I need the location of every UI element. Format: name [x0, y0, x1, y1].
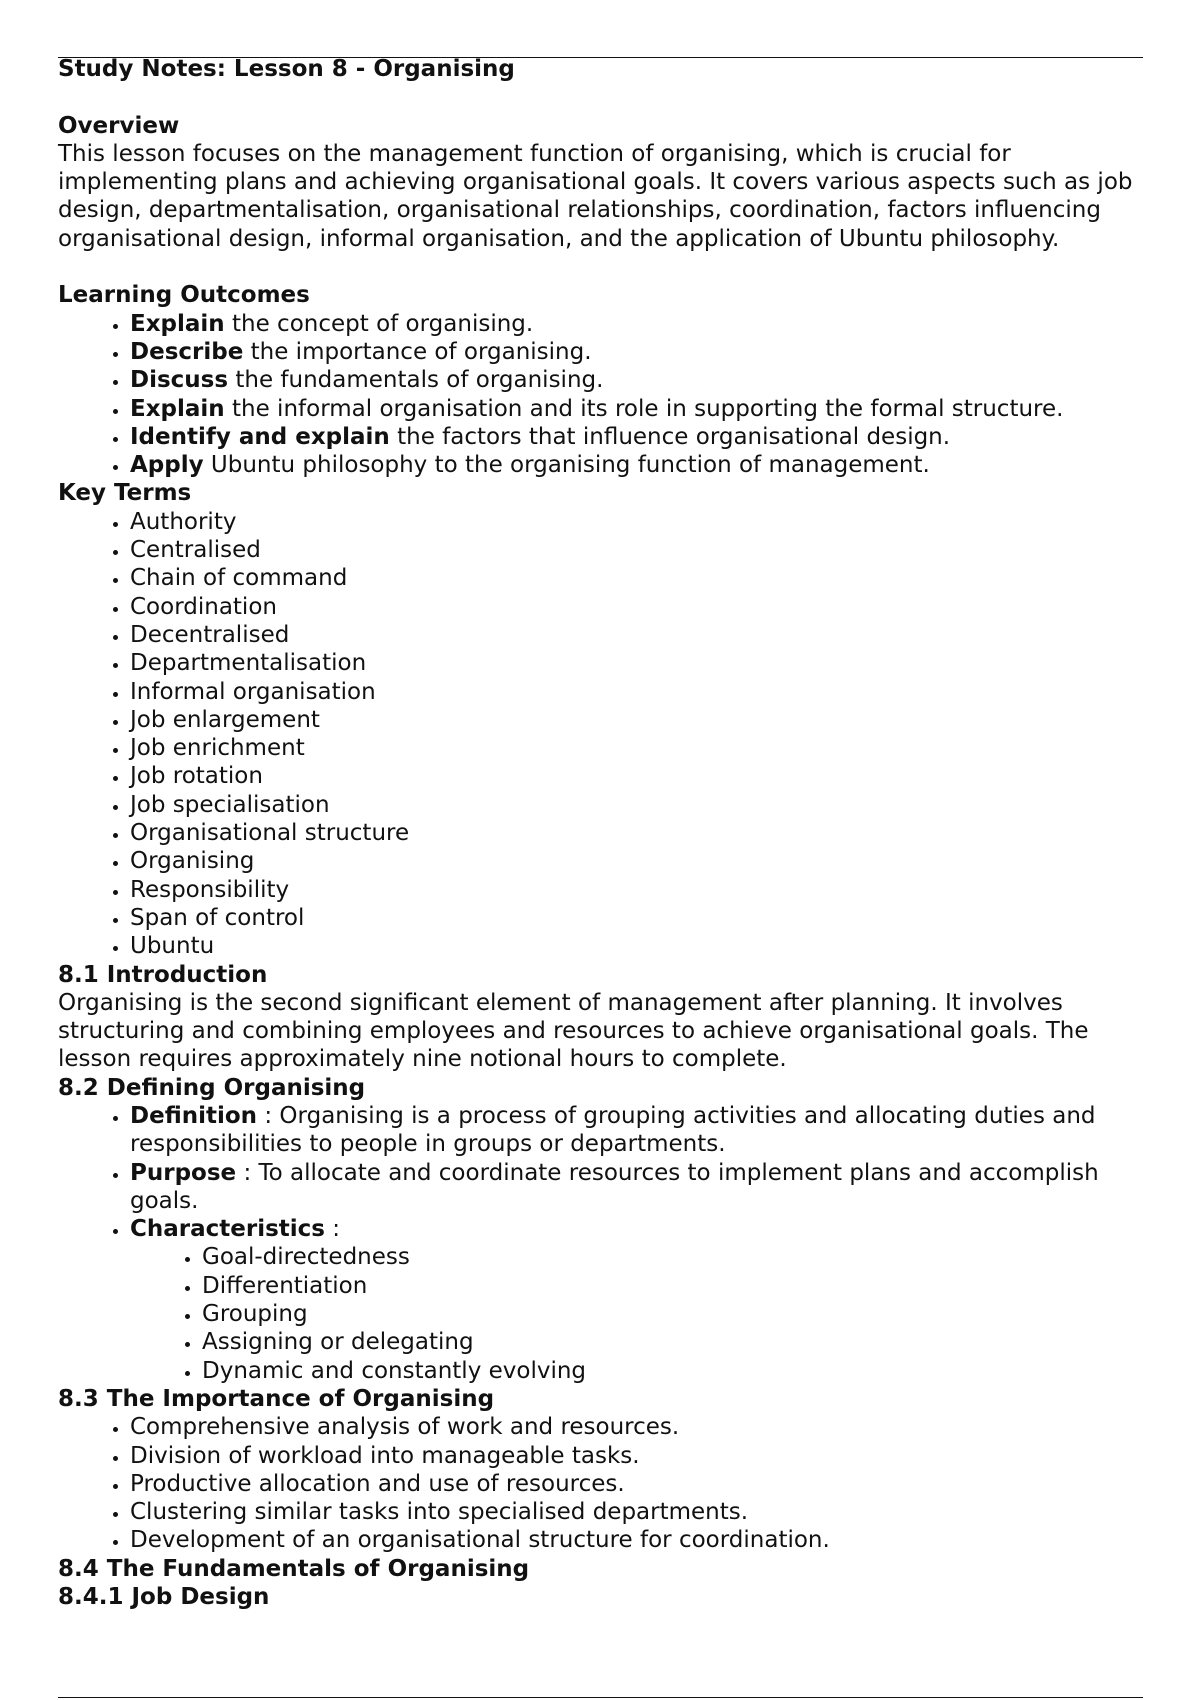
defining-organising-heading: 8.2 Defining Organising — [58, 1074, 366, 1101]
key-term: • Informal organisation — [130, 678, 1148, 706]
key-terms-heading: Key Terms — [58, 480, 192, 507]
importance-heading: 8.3 The Importance of Organising — [58, 1385, 495, 1412]
defining-organising-list — [58, 1102, 1148, 1385]
overview-section — [58, 112, 1148, 253]
outcome-verb: Apply — [130, 452, 204, 479]
list-item — [130, 395, 1148, 423]
purpose-label: Purpose — [130, 1159, 237, 1186]
fundamentals-section — [58, 1555, 1148, 1612]
outcome-text: the fundamentals of organising. — [228, 367, 604, 394]
list-item — [130, 1159, 1148, 1216]
characteristic-item: • Dynamic and constantly evolving — [202, 1357, 1148, 1385]
key-term: • Job rotation — [130, 762, 1148, 790]
outcome-verb: Describe — [130, 338, 244, 365]
defining-organising-section — [58, 1074, 1148, 1385]
key-term: • Responsibility — [130, 876, 1148, 904]
key-term: • Job enlargement — [130, 706, 1148, 734]
characteristic-item: • Differentiation — [202, 1272, 1148, 1300]
key-term: • Organisational structure — [130, 819, 1148, 847]
key-term: • Coordination — [130, 593, 1148, 621]
outcome-text: the importance of organising. — [243, 338, 592, 365]
overview-heading: Overview — [58, 112, 180, 139]
list-item — [130, 451, 1148, 479]
key-terms-section — [58, 479, 1148, 960]
key-term: • Span of control — [130, 904, 1148, 932]
learning-outcomes-heading: Learning Outcomes — [58, 282, 310, 309]
list-item — [130, 310, 1148, 338]
outcome-text: the concept of organising. — [224, 310, 534, 337]
importance-list — [58, 1413, 1148, 1554]
characteristics-colon: : — [324, 1216, 341, 1243]
list-item: • Comprehensive analysis of work and resources. — [130, 1413, 1148, 1441]
key-term: • Job specialisation — [130, 791, 1148, 819]
characteristic-item: • Goal-directedness — [202, 1243, 1148, 1271]
spacer — [58, 253, 1148, 281]
outcome-text: Ubuntu philosophy to the organising function of management. — [203, 452, 930, 479]
characteristic-item: • Grouping — [202, 1300, 1148, 1328]
key-term: • Ubuntu — [130, 932, 1148, 960]
outcome-verb: Discuss — [130, 367, 229, 394]
importance-section — [58, 1385, 1148, 1555]
learning-outcomes-section — [58, 281, 1148, 479]
introduction-heading: 8.1 Introduction — [58, 961, 268, 988]
key-term: • Chain of command — [130, 564, 1148, 592]
list-item — [130, 1102, 1148, 1159]
list-item — [130, 366, 1148, 394]
key-terms-list — [58, 508, 1148, 961]
characteristics-list — [130, 1243, 1148, 1384]
outcome-verb: Identify and explain — [130, 423, 390, 450]
definition-text: : Organising is a process of grouping activities and allocating duties and responsibilities to people in groups or departments. — [130, 1102, 1096, 1158]
characteristics-label: Characteristics — [130, 1216, 325, 1243]
introduction-section — [58, 961, 1148, 1074]
list-item — [130, 1215, 1148, 1385]
list-item: • Clustering similar tasks into specialised departments. — [130, 1498, 1148, 1526]
key-term: • Organising — [130, 847, 1148, 875]
job-design-heading: 8.4.1 Job Design — [58, 1584, 270, 1611]
bottom-rule — [58, 1697, 1143, 1698]
spacer — [58, 83, 1148, 111]
document-body — [58, 55, 1148, 1611]
definition-label: Definition — [130, 1102, 258, 1129]
learning-outcomes-list — [58, 310, 1148, 480]
outcome-text: the factors that influence organisational design. — [389, 423, 951, 450]
list-item — [130, 423, 1148, 451]
outcome-text: the informal organisation and its role in supporting the formal structure. — [224, 395, 1064, 422]
key-term: • Decentralised — [130, 621, 1148, 649]
key-term: • Departmentalisation — [130, 649, 1148, 677]
purpose-text: : To allocate and coordinate resources to implement plans and accomplish goals. — [130, 1159, 1099, 1214]
overview-text: This lesson focuses on the management function of organising, which is crucial for implementing plans and achieving organisational goals. It covers various aspects such as job design, departmentalisation, organisational relationships, coordination, factors influencing organisational design, informal organisation, and the application of Ubuntu philosophy. — [58, 140, 1133, 252]
list-item: • Development of an organisational structure for coordination. — [130, 1526, 1148, 1554]
fundamentals-heading: 8.4 The Fundamentals of Organising — [58, 1555, 530, 1582]
outcome-verb: Explain — [130, 310, 225, 337]
list-item: • Division of workload into manageable tasks. — [130, 1442, 1148, 1470]
introduction-text: Organising is the second significant element of management after planning. It involves structuring and combining employees and resources to achieve organisational goals. The lesson requires approximately nine notional hours to complete. — [58, 989, 1089, 1073]
key-term: • Authority — [130, 508, 1148, 536]
characteristic-item: • Assigning or delegating — [202, 1328, 1148, 1356]
list-item — [130, 338, 1148, 366]
outcome-verb: Explain — [130, 395, 225, 422]
key-term: • Centralised — [130, 536, 1148, 564]
list-item: • Productive allocation and use of resources. — [130, 1470, 1148, 1498]
page-title: Study Notes: Lesson 8 - Organising — [58, 56, 515, 82]
key-term: • Job enrichment — [130, 734, 1148, 762]
